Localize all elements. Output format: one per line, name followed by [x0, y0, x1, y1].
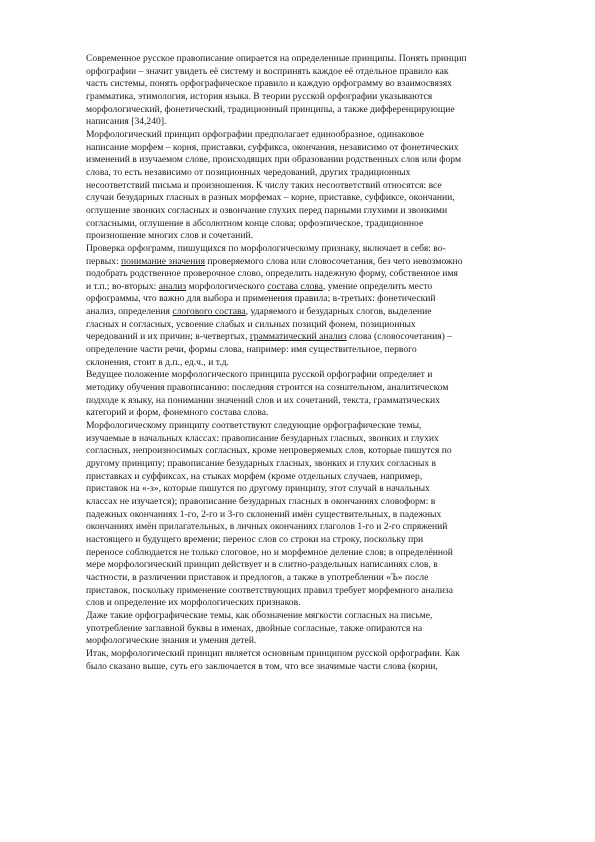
paragraph [86, 369, 542, 420]
text-line [86, 180, 542, 193]
text-line [86, 496, 542, 509]
text-segment: часть системы, понять орфографическое правило и каждую орфограмму во взаимосвязях [86, 78, 452, 90]
text-segment: случаи безударных гласных в разных морфемах – корне, приставке, суффиксе, окончании, [86, 192, 455, 204]
paragraph [86, 53, 542, 129]
text-segment: приставок, поскольку применение соответствующих правил требует морфемного анализа [86, 584, 453, 596]
text-segment: орфографии – значит увидеть её систему и воспринять каждое её отдельное правило как [86, 65, 449, 77]
text-line [86, 445, 542, 458]
text-segment: оглушение звонких согласных и озвончание глухих перед парными глухими и звонкими [86, 204, 448, 216]
text-segment: морфологический, фонетический, традиционный принципы, а также дифференцирующие [86, 103, 455, 115]
text-segment: и т.п.; во-вторых: [86, 280, 159, 292]
paragraph [86, 648, 542, 673]
text-line [86, 521, 542, 534]
text-segment: классах не изучается); правописание безударных гласных в окончаниях словоформ: в [86, 495, 436, 507]
text-segment: написание морфем – корня, приставки, суффикса, окончания, независимо от фонетических [86, 141, 459, 153]
text-segment: подходе к языку, на понимании значений слов и их сочетаний, текста, грамматических [86, 394, 440, 406]
text-segment: Морфологический принцип орфографии предполагает единообразное, одинаковое [86, 128, 424, 140]
text-segment: произношение многих слов и сочетаний. [86, 230, 253, 242]
text-segment: приставках и суффиксах, на стыках морфем (кроме отдельных случаев, например, [86, 470, 423, 482]
text-line [86, 230, 542, 243]
text-line [86, 369, 542, 382]
text-segment: чередований и их причин; в-четвертых, [86, 331, 250, 343]
text-line [86, 635, 542, 648]
text-segment: слов и определение их морфологических признаков. [86, 597, 301, 609]
text-line [86, 116, 542, 129]
text-line [86, 597, 542, 610]
text-line [86, 547, 542, 560]
text-line [86, 471, 542, 484]
underlined-term: анализ [158, 280, 187, 292]
text-segment: первых: [86, 255, 122, 267]
text-line [86, 268, 542, 281]
text-line [86, 420, 542, 433]
text-line [86, 66, 542, 79]
text-segment: слова, то есть независимо от позиционных чередований, других традиционных [86, 166, 411, 178]
text-segment: Морфологическому принципу соответствуют следующие орфографические темы, [86, 420, 422, 432]
text-segment: Итак, морфологический принцип является основным принципом русской орфографии. Как [86, 647, 460, 659]
text-segment: написания [34,240]. [86, 116, 167, 128]
text-line [86, 344, 542, 357]
text-segment: грамматика, этимология, история языка. В теории русской орфографии указываются [86, 90, 433, 102]
text-line [86, 256, 542, 269]
text-segment: морфологического [186, 280, 268, 292]
text-line [86, 129, 542, 142]
text-line [86, 483, 542, 496]
text-line [86, 509, 542, 522]
text-segment: частности, в различении приставок и предлогов, а также в употреблении «Ъ» после [86, 571, 429, 583]
underlined-term: состава слова [267, 280, 323, 292]
text-line [86, 319, 542, 332]
text-segment: настоящего и будущего времени; перенос слов со строки на строку, поскольку при [86, 533, 424, 545]
text-line [86, 534, 542, 547]
underlined-term: понимание значения [121, 255, 205, 267]
text-line [86, 395, 542, 408]
text-segment: проверяемого слова или словосочетания, без чего невозможно [204, 255, 463, 267]
text-line [86, 559, 542, 572]
text-line [86, 218, 542, 231]
text-line [86, 53, 542, 66]
text-segment: падежных окончаниях 1-го, 2-го и 3-го склонений имён существительных, в падежных [86, 508, 442, 520]
text-line [86, 572, 542, 585]
text-line [86, 306, 542, 319]
text-line [86, 648, 542, 661]
text-segment: согласными, оглушение в абсолютном конце слова; орфоэпическое, традиционное [86, 217, 424, 229]
text-line [86, 104, 542, 117]
paragraph [86, 129, 542, 243]
text-line [86, 661, 542, 674]
text-segment: было сказано выше, суть его заключается в том, что все значимые части слова (корни, [86, 660, 438, 672]
text-line [86, 331, 542, 344]
text-line [86, 433, 542, 446]
text-segment: слова (словосочетания) – [346, 331, 453, 343]
text-line [86, 407, 542, 420]
text-line [86, 585, 542, 598]
text-line [86, 154, 542, 167]
paragraph [86, 243, 542, 370]
text-segment: подобрать родственное проверочное слово, определить надежную форму, собственное имя [86, 268, 458, 280]
text-line [86, 91, 542, 104]
text-segment: склонения, стоит в д.п., ед.ч., и т.д. [86, 356, 229, 368]
text-line [86, 293, 542, 306]
text-segment: определение части речи, формы слова, например: имя существительное, первого [86, 344, 417, 356]
text-line [86, 357, 542, 370]
text-segment: , умение определить место [322, 280, 433, 292]
text-segment: Проверка орфограмм, пишущихся по морфологическому признаку, включает в себя: во- [86, 242, 446, 254]
text-segment: окончаниях имён прилагательных, в личных окончаниях глаголов 1-го и 2-го спряжений [86, 521, 448, 533]
paragraph [86, 610, 542, 648]
text-line [86, 192, 542, 205]
text-segment: морфологические знания и умения детей. [86, 635, 257, 647]
underlined-term: слогового состава [172, 306, 246, 318]
text-line [86, 78, 542, 91]
text-line [86, 142, 542, 155]
text-segment: изучаемые в начальных классах: правописание безударных гласных, звонких и глухих [86, 432, 439, 444]
text-segment: орфограммы, что важно для выбора и применения правила; в-третьих: фонетический [86, 293, 436, 305]
text-line [86, 205, 542, 218]
text-segment: гласных и согласных, усвоение слабых и сильных позиций фонем, позиционных [86, 318, 416, 330]
text-segment: Современное русское правописание опирается на определенные принципы. Понять принцип [86, 53, 467, 64]
text-line [86, 610, 542, 623]
text-segment: другому принципу; правописание безударных гласных, звонких и глухих согласных в [86, 458, 437, 469]
text-line [86, 623, 542, 636]
text-segment: несоответствий письма и произношения. К числу таких несоответствий относятся: все [86, 179, 442, 191]
text-segment: переносе соблюдается не только слоговое, но и морфемное деление слов; в определённой [86, 546, 453, 558]
document-page [86, 53, 542, 673]
underlined-term: грамматический анализ [249, 331, 347, 343]
text-segment: Ведущее положение морфологического принципа русской орфографии определяет и [86, 369, 433, 381]
text-segment: согласных, непроизносимых согласных, кроме непроверяемых слов, которые пишутся по [86, 445, 452, 457]
text-segment: изменений в изучаемом слове, происходящих при образовании родственных слов или форм [86, 154, 462, 166]
paragraph [86, 420, 542, 610]
text-line [86, 382, 542, 395]
text-line [86, 243, 542, 256]
text-segment: мере морфологический принцип действует и в слитно-раздельных написаниях слов, в [86, 559, 438, 571]
text-segment: категорий и форм, фонемного состава слова. [86, 407, 269, 419]
text-segment: анализ, определения [86, 306, 173, 318]
text-line [86, 281, 542, 294]
text-segment: методику обучения правописанию: последняя строится на сознательном, аналитическом [86, 382, 449, 394]
text-line [86, 458, 542, 471]
text-segment: приставок на «-з», которые пишутся по другому принципу, этот случай в начальных [86, 483, 430, 495]
text-segment: , ударяемого и безударных слогов, выделение [245, 306, 432, 318]
text-line [86, 167, 542, 180]
text-segment: употребление заглавной буквы в именах, двойные согласные, также опираются на [86, 622, 423, 634]
text-segment: Даже такие орфографические темы, как обозначение мягкости согласных на письме, [86, 609, 433, 621]
